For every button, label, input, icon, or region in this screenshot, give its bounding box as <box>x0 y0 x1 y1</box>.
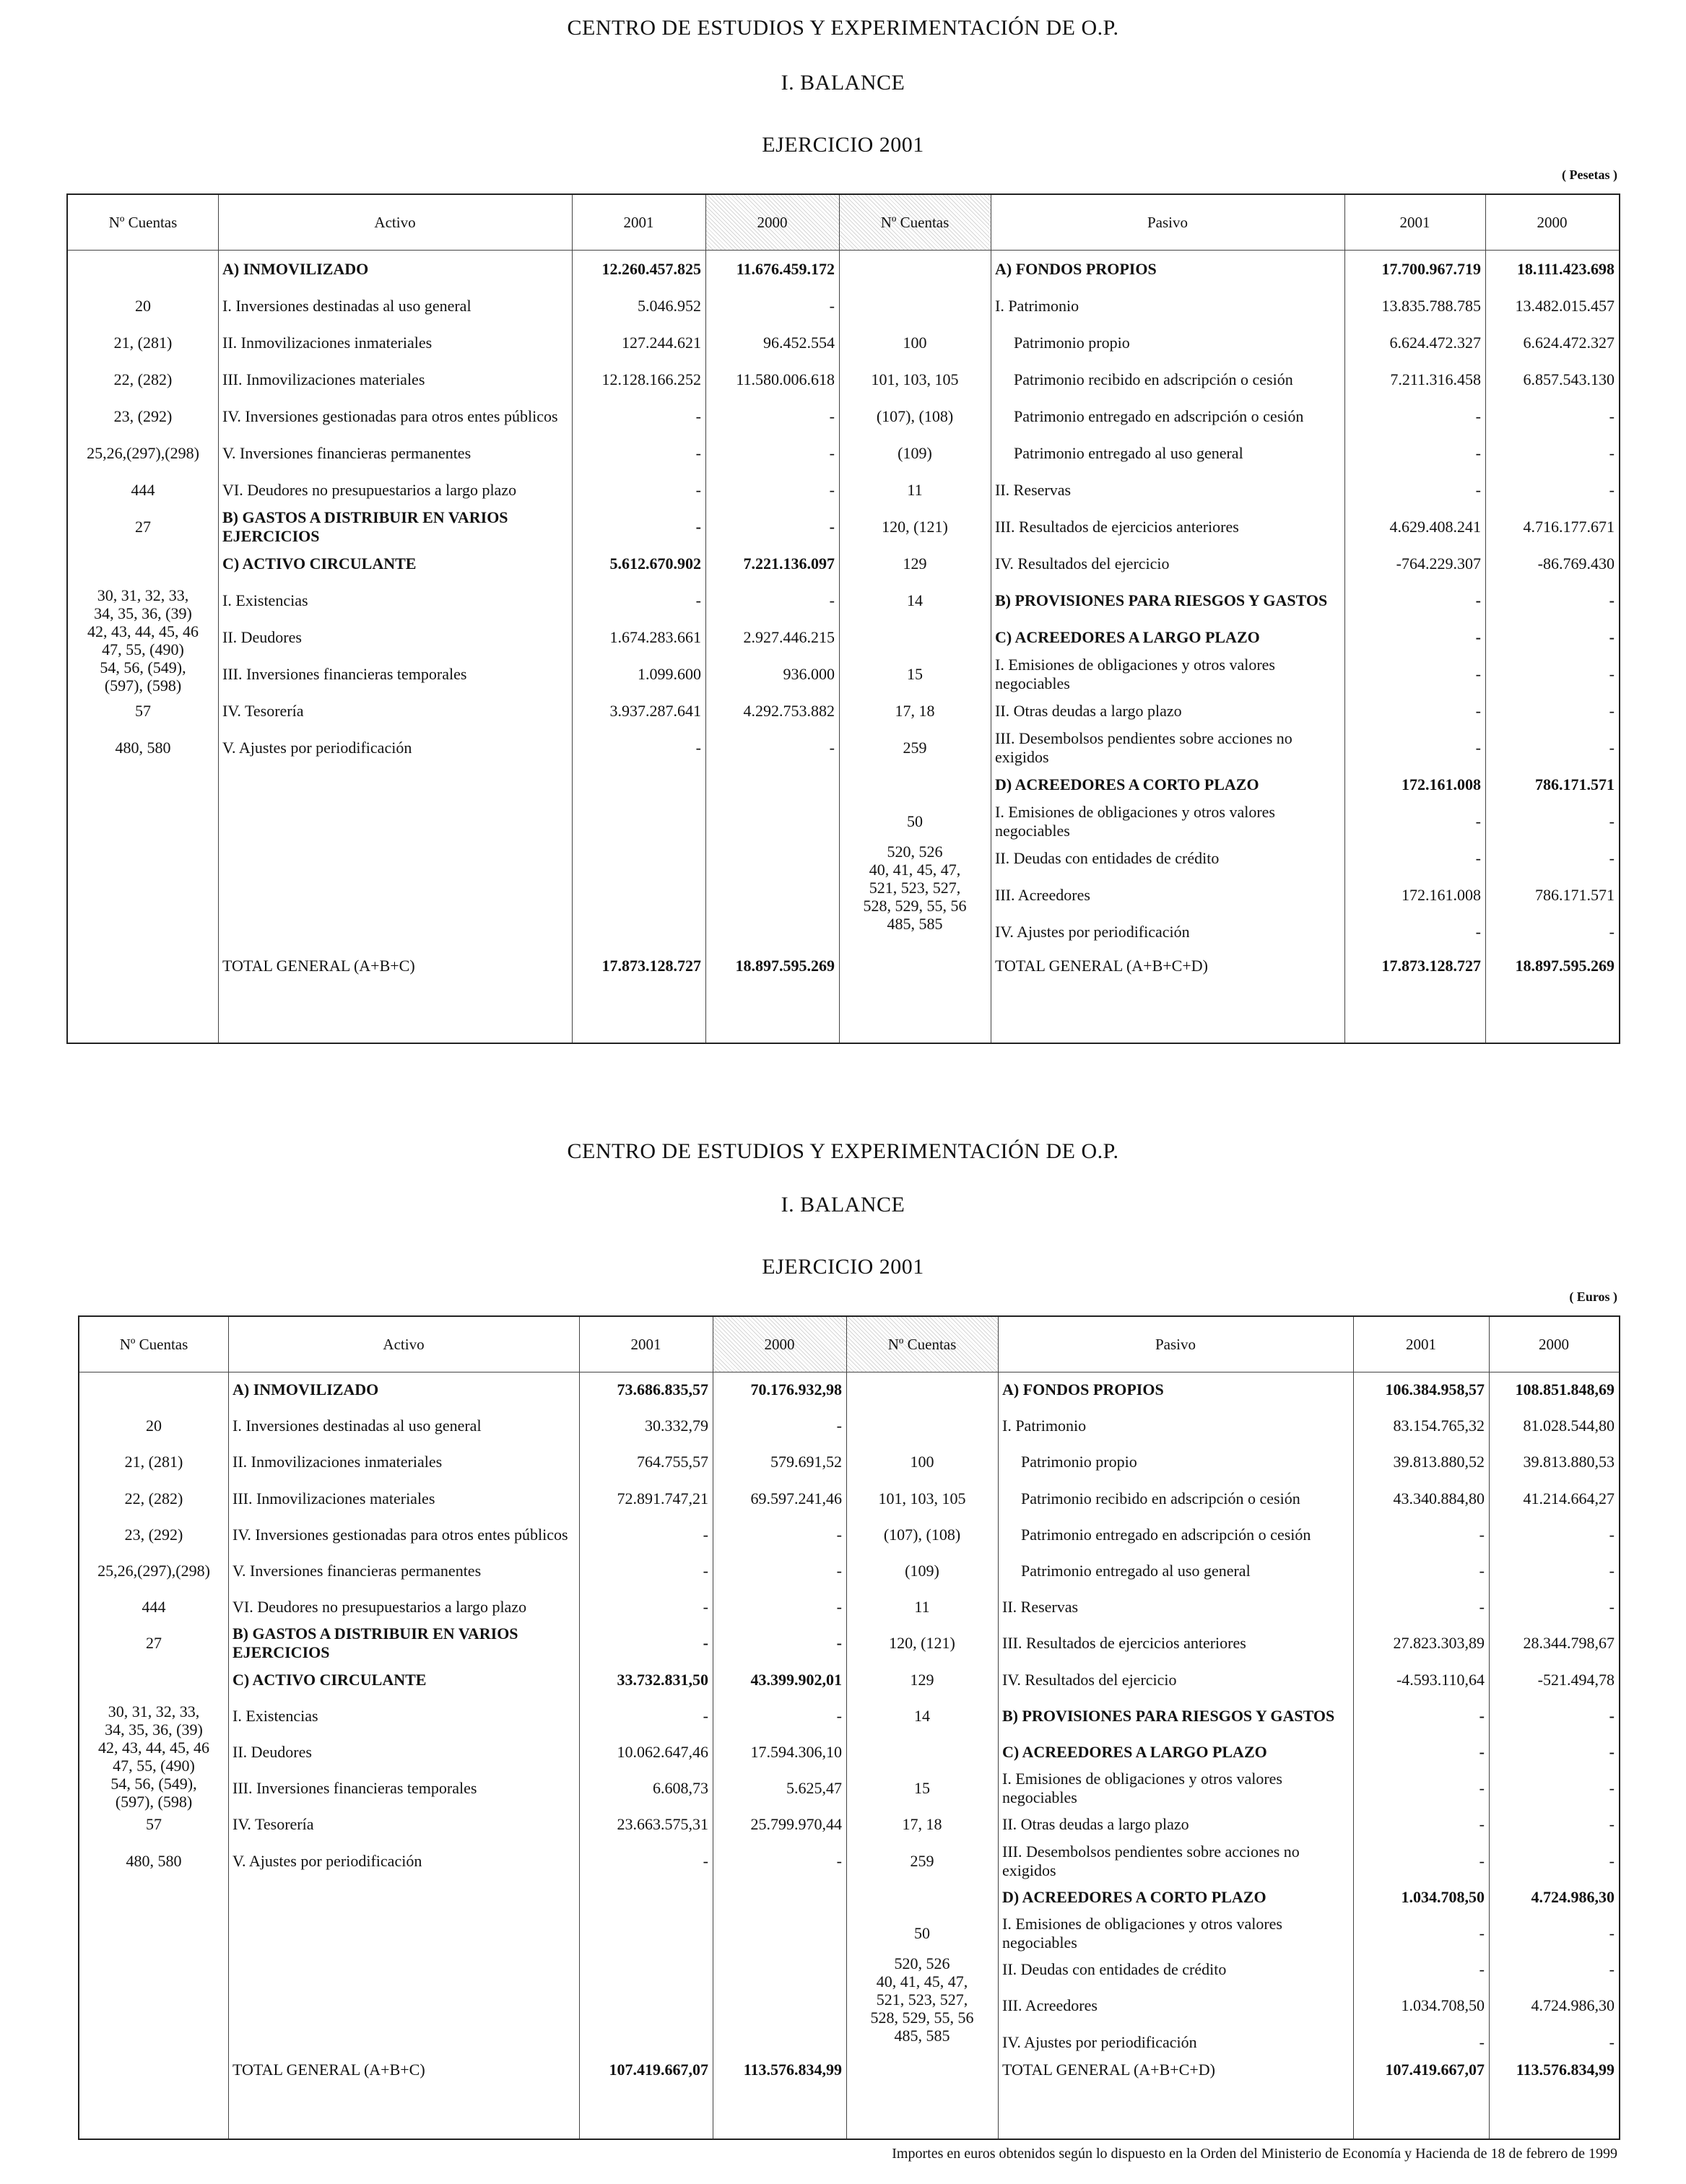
activo-value-2001: 764.755,57 <box>637 1453 708 1471</box>
activo-account-number: 480, 580 <box>115 738 171 757</box>
activo-value-2001: - <box>703 1598 708 1617</box>
pasivo-row-label: Patrimonio entregado al uso general <box>1014 443 1243 462</box>
pasivo-account-number: 15 <box>914 1779 930 1798</box>
document-title: CENTRO DE ESTUDIOS Y EXPERIMENTACIÓN DE O.P. <box>567 16 1119 40</box>
pasivo-row-label: III. Desembolsos pendientes sobre acciones no exigidos <box>995 728 1292 766</box>
activo-value-2001: - <box>703 1634 708 1653</box>
pasivo-value-2001: - <box>1475 848 1481 867</box>
column-header-pasivo: Pasivo <box>1155 1335 1196 1353</box>
pasivo-row-label: III. Acreedores <box>995 885 1090 904</box>
pasivo-value-2001: 39.813.880,52 <box>1393 1453 1485 1471</box>
pasivo-value-2001: - <box>1479 1525 1485 1544</box>
activo-value-2000: - <box>829 406 835 425</box>
pasivo-account-number: 15 <box>907 664 923 683</box>
pasivo-row-label: I. Emisiones de obligaciones y otros valores negociables <box>1002 1915 1282 1952</box>
column-header-cuentas_p: Nº Cuentas <box>839 195 991 250</box>
activo-account-number: 23, (292) <box>124 1525 183 1544</box>
pasivo-value-2001: -4.593.110,64 <box>1396 1670 1485 1689</box>
column-header-p2001: 2001 <box>1406 1335 1436 1353</box>
pasivo-value-2001: - <box>1479 1924 1485 1943</box>
activo-value-2001: - <box>703 1706 708 1725</box>
pasivo-value-2001: - <box>1475 591 1481 609</box>
activo-value-2000: - <box>836 1525 842 1544</box>
activo-total-label: TOTAL GENERAL (A+B+C) <box>222 956 415 975</box>
pasivo-row-label: II. Otras deudas a largo plazo <box>1002 1815 1189 1834</box>
pasivo-account-number: 14 <box>914 1706 930 1725</box>
activo-value-2001: - <box>695 443 701 462</box>
pasivo-value-2001: 43.340.884,80 <box>1393 1489 1485 1508</box>
column-header-y2001: 2001 <box>630 1335 661 1353</box>
activo-row-label: II. Deudores <box>233 1743 312 1762</box>
activo-value-2001: 72.891.747,21 <box>617 1489 708 1508</box>
pasivo-row-label: Patrimonio entregado en adscripción o cesión <box>1014 406 1304 425</box>
activo-value-2001: 1.099.600 <box>638 664 701 683</box>
activo-value-2000: 5.625,47 <box>786 1779 842 1798</box>
activo-row-label: V. Inversiones financieras permanentes <box>222 443 472 462</box>
currency-unit: ( Pesetas ) <box>1562 168 1617 182</box>
pasivo-value-2001: - <box>1479 1779 1485 1798</box>
activo-value-2000: 17.594.306,10 <box>750 1743 842 1762</box>
pasivo-row-label: A) FONDOS PROPIOS <box>995 259 1157 278</box>
pasivo-value-2001: 1.034.708,50 <box>1401 1887 1485 1906</box>
pasivo-value-2000: - <box>1609 2032 1615 2051</box>
pasivo-value-2000: 786.171.571 <box>1535 885 1615 904</box>
pasivo-value-2000: 4.724.986,30 <box>1531 1996 1615 2015</box>
pasivo-account-number: 17, 18 <box>895 701 935 720</box>
activo-row-label: I. Existencias <box>222 591 308 609</box>
activo-value-2001: - <box>703 1562 708 1580</box>
activo-row-label: I. Inversiones destinadas al uso general <box>233 1417 482 1435</box>
pasivo-account-number: 50 <box>914 1924 930 1943</box>
activo-value-2000: 43.399.902,01 <box>750 1670 842 1689</box>
pasivo-total-label: TOTAL GENERAL (A+B+C+D) <box>1002 2061 1215 2079</box>
activo-value-2000: 936.000 <box>783 664 835 683</box>
pasivo-value-2000: 41.214.664,27 <box>1523 1489 1615 1508</box>
activo-value-2001: 1.674.283.661 <box>609 627 701 646</box>
activo-row-label: III. Inversiones financieras temporales <box>222 664 467 683</box>
pasivo-account-number: 50 <box>907 812 923 830</box>
pasivo-value-2000: - <box>1609 443 1615 462</box>
pasivo-account-block: 520, 526 40, 41, 45, 47, 521, 523, 527, 528, 529, 55, 56 485, 585 <box>870 1954 974 2045</box>
pasivo-value-2001: 17.700.967.719 <box>1381 259 1481 278</box>
activo-value-2000: - <box>829 296 835 315</box>
currency-unit: ( Euros ) <box>1569 1289 1617 1304</box>
pasivo-value-2001: - <box>1479 1598 1485 1617</box>
pasivo-account-number: 129 <box>903 554 927 573</box>
activo-value-2000: 70.176.932,98 <box>750 1380 842 1399</box>
pasivo-row-label: II. Deudas con entidades de crédito <box>1002 1960 1227 1979</box>
activo-account-block: 30, 31, 32, 33, 34, 35, 36, (39) 42, 43, 44, 45, 46 47, 55, (490) 54, 56, (549), (597), (598) <box>98 1702 209 1811</box>
pasivo-total-2000: 113.576.834,99 <box>1516 2061 1615 2079</box>
pasivo-value-2000: 18.111.423.698 <box>1516 259 1615 278</box>
pasivo-value-2000: - <box>1609 1815 1615 1834</box>
pasivo-value-2000: - <box>1609 1598 1615 1617</box>
activo-row-label: III. Inversiones financieras temporales <box>233 1779 477 1798</box>
pasivo-row-label: IV. Ajustes por periodificación <box>1002 2032 1197 2051</box>
pasivo-account-number: 129 <box>910 1670 934 1689</box>
column-header-p2001: 2001 <box>1399 213 1430 231</box>
activo-account-number: 444 <box>142 1598 166 1617</box>
activo-value-2000: 2.927.446.215 <box>743 627 835 646</box>
pasivo-value-2001: - <box>1479 2032 1485 2051</box>
pasivo-account-number: (109) <box>905 1562 939 1580</box>
activo-account-number: 25,26,(297),(298) <box>87 443 199 462</box>
pasivo-value-2001: 13.835.788.785 <box>1381 296 1481 315</box>
pasivo-value-2001: 172.161.008 <box>1402 775 1481 793</box>
pasivo-total-2001: 17.873.128.727 <box>1381 956 1481 975</box>
pasivo-row-label: A) FONDOS PROPIOS <box>1002 1380 1164 1399</box>
fiscal-year-title: EJERCICIO 2001 <box>762 133 924 157</box>
activo-value-2000: - <box>836 1598 842 1617</box>
pasivo-value-2001: - <box>1475 406 1481 425</box>
activo-row-label: A) INMOVILIZADO <box>222 259 369 278</box>
fiscal-year-title: EJERCICIO 2001 <box>762 1255 924 1279</box>
pasivo-account-number: 120, (121) <box>882 517 948 536</box>
activo-account-number: 22, (282) <box>124 1489 183 1508</box>
pasivo-value-2001: 4.629.408.241 <box>1389 517 1481 536</box>
activo-value-2000: 7.221.136.097 <box>743 554 835 573</box>
pasivo-value-2000: 786.171.571 <box>1535 775 1615 793</box>
activo-row-label: II. Inmovilizaciones inmateriales <box>222 333 433 352</box>
pasivo-value-2000: - <box>1609 627 1615 646</box>
activo-value-2001: 12.260.457.825 <box>601 259 701 278</box>
activo-total-2001: 17.873.128.727 <box>601 956 701 975</box>
pasivo-value-2000: - <box>1609 1706 1615 1725</box>
pasivo-row-label: Patrimonio propio <box>1021 1453 1137 1471</box>
activo-value-2000: 69.597.241,46 <box>750 1489 842 1508</box>
pasivo-value-2000: 4.716.177.671 <box>1523 517 1615 536</box>
activo-row-label: IV. Tesorería <box>233 1815 314 1834</box>
pasivo-row-label: Patrimonio recibido en adscripción o cesión <box>1014 370 1293 388</box>
activo-row-label: II. Deudores <box>222 627 302 646</box>
column-header-pasivo: Pasivo <box>1147 213 1188 231</box>
pasivo-value-2001: 83.154.765,32 <box>1393 1417 1485 1435</box>
pasivo-row-label: Patrimonio recibido en adscripción o cesión <box>1021 1489 1300 1508</box>
activo-value-2000: 579.691,52 <box>770 1453 842 1471</box>
activo-value-2000: 11.580.006.618 <box>736 370 835 388</box>
pasivo-value-2000: - <box>1609 1525 1615 1544</box>
pasivo-account-number: 101, 103, 105 <box>871 370 959 388</box>
pasivo-account-number: (109) <box>898 443 932 462</box>
footnote: Importes en euros obtenidos según lo dispuesto en la Orden del Ministerio de Economía y Hacienda de 18 de febrero de 1999 <box>892 2146 1617 2162</box>
activo-row-label: V. Ajustes por periodificación <box>233 1851 422 1870</box>
activo-value-2001: 73.686.835,57 <box>617 1380 708 1399</box>
pasivo-value-2001: - <box>1475 922 1481 941</box>
pasivo-account-number: 120, (121) <box>889 1634 955 1653</box>
activo-value-2001: - <box>695 738 701 757</box>
pasivo-row-label: II. Reservas <box>995 480 1072 499</box>
activo-value-2000: - <box>829 517 835 536</box>
pasivo-row-label: D) ACREEDORES A CORTO PLAZO <box>1002 1887 1266 1906</box>
activo-row-label: IV. Tesorería <box>222 701 304 720</box>
pasivo-value-2001: - <box>1475 627 1481 646</box>
column-header-cuentas: Nº Cuentas <box>119 1335 188 1353</box>
pasivo-value-2000: 6.857.543.130 <box>1523 370 1615 388</box>
activo-account-block: 30, 31, 32, 33, 34, 35, 36, (39) 42, 43, 44, 45, 46 47, 55, (490) 54, 56, (549), (597), (598) <box>87 586 199 695</box>
pasivo-value-2000: - <box>1609 812 1615 830</box>
activo-total-2001: 107.419.667,07 <box>609 2061 708 2079</box>
pasivo-value-2000: - <box>1609 406 1615 425</box>
pasivo-value-2000: - <box>1609 1851 1615 1870</box>
activo-value-2000: - <box>836 1851 842 1870</box>
pasivo-row-label: I. Patrimonio <box>995 296 1079 315</box>
pasivo-value-2001: - <box>1479 1706 1485 1725</box>
activo-row-label: I. Inversiones destinadas al uso general <box>222 296 472 315</box>
pasivo-account-number: 100 <box>903 333 927 352</box>
pasivo-row-label: B) PROVISIONES PARA RIESGOS Y GASTOS <box>995 591 1328 609</box>
column-header-activo: Activo <box>383 1335 425 1353</box>
pasivo-value-2001: - <box>1475 701 1481 720</box>
activo-row-label: B) GASTOS A DISTRIBUIR EN VARIOS EJERCICIOS <box>222 508 508 545</box>
pasivo-row-label: IV. Ajustes por periodificación <box>995 922 1190 941</box>
pasivo-value-2001: - <box>1479 1851 1485 1870</box>
pasivo-total-2000: 18.897.595.269 <box>1515 956 1615 975</box>
pasivo-row-label: C) ACREEDORES A LARGO PLAZO <box>995 627 1260 646</box>
pasivo-value-2000: - <box>1609 922 1615 941</box>
pasivo-account-number: 11 <box>914 1598 930 1617</box>
pasivo-value-2000: - <box>1609 664 1615 683</box>
pasivo-account-number: 100 <box>910 1453 934 1471</box>
activo-row-label: VI. Deudores no presupuestarios a largo plazo <box>222 480 517 499</box>
pasivo-value-2000: - <box>1609 1960 1615 1979</box>
pasivo-value-2001: - <box>1475 812 1481 830</box>
pasivo-row-label: I. Emisiones de obligaciones y otros valores negociables <box>995 655 1275 692</box>
activo-value-2001: - <box>703 1851 708 1870</box>
document-title: CENTRO DE ESTUDIOS Y EXPERIMENTACIÓN DE O.P. <box>567 1139 1119 1163</box>
pasivo-account-number: 11 <box>907 480 923 499</box>
column-divider <box>998 1317 999 2139</box>
activo-value-2000: - <box>829 591 835 609</box>
pasivo-value-2000: 6.624.472.327 <box>1523 333 1615 352</box>
activo-row-label: A) INMOVILIZADO <box>233 1380 379 1399</box>
pasivo-row-label: IV. Resultados del ejercicio <box>1002 1670 1177 1689</box>
pasivo-row-label: III. Desembolsos pendientes sobre acciones no exigidos <box>1002 1842 1300 1879</box>
pasivo-account-number: 17, 18 <box>902 1815 942 1834</box>
pasivo-row-label: III. Resultados de ejercicios anteriores <box>995 517 1239 536</box>
activo-value-2001: 6.608,73 <box>653 1779 708 1798</box>
pasivo-value-2001: 172.161.008 <box>1402 885 1481 904</box>
pasivo-value-2001: 6.624.472.327 <box>1389 333 1481 352</box>
activo-account-number: 480, 580 <box>126 1851 182 1870</box>
pasivo-value-2001: - <box>1475 443 1481 462</box>
activo-account-number: 20 <box>135 296 151 315</box>
pasivo-value-2001: - <box>1479 1815 1485 1834</box>
activo-row-label: C) ACTIVO CIRCULANTE <box>222 554 417 573</box>
activo-account-number: 444 <box>131 480 155 499</box>
activo-value-2000: 11.676.459.172 <box>736 259 835 278</box>
activo-total-2000: 18.897.595.269 <box>735 956 835 975</box>
pasivo-row-label: II. Reservas <box>1002 1598 1079 1617</box>
pasivo-value-2001: - <box>1479 1562 1485 1580</box>
pasivo-value-2000: - <box>1609 1924 1615 1943</box>
activo-value-2000: - <box>836 1706 842 1725</box>
activo-row-label: II. Inmovilizaciones inmateriales <box>233 1453 443 1471</box>
column-header-y2001: 2001 <box>623 213 654 231</box>
pasivo-value-2000: - <box>1609 738 1615 757</box>
balance-table <box>66 193 1620 1044</box>
pasivo-account-number: 259 <box>903 738 927 757</box>
pasivo-value-2000: - <box>1609 1743 1615 1762</box>
pasivo-account-number: (107), (108) <box>883 1525 961 1544</box>
column-divider <box>228 1317 229 2139</box>
column-header-cuentas: Nº Cuentas <box>108 213 178 231</box>
activo-total-2000: 113.576.834,99 <box>743 2061 842 2079</box>
pasivo-value-2000: 108.851.848,69 <box>1515 1380 1615 1399</box>
activo-row-label: VI. Deudores no presupuestarios a largo plazo <box>233 1598 527 1617</box>
activo-value-2001: - <box>695 406 701 425</box>
pasivo-row-label: IV. Resultados del ejercicio <box>995 554 1170 573</box>
activo-value-2001: - <box>695 517 701 536</box>
section-title: I. BALANCE <box>781 1193 905 1217</box>
pasivo-row-label: III. Acreedores <box>1002 1996 1098 2015</box>
activo-value-2000: - <box>829 480 835 499</box>
activo-account-number: 27 <box>146 1634 162 1653</box>
section-title: I. BALANCE <box>781 71 905 95</box>
pasivo-value-2001: - <box>1475 738 1481 757</box>
activo-value-2000: - <box>836 1417 842 1435</box>
pasivo-value-2000: 39.813.880,53 <box>1523 1453 1615 1471</box>
pasivo-value-2000: - <box>1609 1779 1615 1798</box>
activo-value-2001: 30.332,79 <box>645 1417 708 1435</box>
pasivo-value-2001: -764.229.307 <box>1396 554 1481 573</box>
activo-row-label: V. Ajustes por periodificación <box>222 738 412 757</box>
column-header-y2000: 2000 <box>713 1317 846 1372</box>
pasivo-value-2001: 27.823.303,89 <box>1393 1634 1485 1653</box>
activo-row-label: C) ACTIVO CIRCULANTE <box>233 1670 427 1689</box>
activo-account-number: 57 <box>135 701 151 720</box>
pasivo-value-2001: 106.384.958,57 <box>1385 1380 1485 1399</box>
pasivo-value-2001: - <box>1479 1960 1485 1979</box>
pasivo-value-2000: -86.769.430 <box>1537 554 1615 573</box>
column-header-activo: Activo <box>374 213 416 231</box>
pasivo-row-label: C) ACREEDORES A LARGO PLAZO <box>1002 1743 1267 1762</box>
activo-row-label: III. Inmovilizaciones materiales <box>233 1489 435 1508</box>
activo-value-2001: - <box>695 480 701 499</box>
pasivo-value-2000: - <box>1609 848 1615 867</box>
pasivo-value-2001: 7.211.316.458 <box>1390 370 1481 388</box>
activo-value-2001: - <box>695 591 701 609</box>
pasivo-row-label: I. Emisiones de obligaciones y otros valores negociables <box>1002 1770 1282 1807</box>
activo-account-number: 21, (281) <box>124 1453 183 1471</box>
pasivo-row-label: B) PROVISIONES PARA RIESGOS Y GASTOS <box>1002 1706 1335 1725</box>
pasivo-account-number: 14 <box>907 591 923 609</box>
activo-account-number: 20 <box>146 1417 162 1435</box>
pasivo-value-2000: 13.482.015.457 <box>1515 296 1615 315</box>
pasivo-row-label: Patrimonio entregado al uso general <box>1021 1562 1251 1580</box>
activo-account-number: 22, (282) <box>113 370 173 388</box>
pasivo-value-2000: - <box>1609 480 1615 499</box>
pasivo-row-label: II. Otras deudas a largo plazo <box>995 701 1182 720</box>
activo-value-2001: 127.244.621 <box>622 333 701 352</box>
pasivo-row-label: I. Emisiones de obligaciones y otros valores negociables <box>995 802 1275 840</box>
pasivo-value-2000: - <box>1609 701 1615 720</box>
activo-account-number: 57 <box>146 1815 162 1834</box>
pasivo-row-label: III. Resultados de ejercicios anteriores <box>1002 1634 1246 1653</box>
activo-account-number: 27 <box>135 517 151 536</box>
pasivo-account-block: 520, 526 40, 41, 45, 47, 521, 523, 527, 528, 529, 55, 56 485, 585 <box>863 843 967 933</box>
activo-row-label: V. Inversiones financieras permanentes <box>233 1562 482 1580</box>
activo-value-2001: 33.732.831,50 <box>617 1670 708 1689</box>
activo-account-number: 25,26,(297),(298) <box>97 1562 210 1580</box>
activo-row-label: I. Existencias <box>233 1706 318 1725</box>
column-header-cuentas_p: Nº Cuentas <box>846 1317 998 1372</box>
pasivo-total-label: TOTAL GENERAL (A+B+C+D) <box>995 956 1208 975</box>
activo-row-label: IV. Inversiones gestionadas para otros entes públicos <box>222 406 558 425</box>
activo-value-2001: 3.937.287.641 <box>609 701 701 720</box>
activo-value-2001: 10.062.647,46 <box>617 1743 708 1762</box>
column-header-p2000: 2000 <box>1537 213 1568 231</box>
activo-row-label: B) GASTOS A DISTRIBUIR EN VARIOS EJERCICIOS <box>233 1624 518 1662</box>
pasivo-value-2000: 81.028.544,80 <box>1523 1417 1615 1435</box>
pasivo-value-2001: 1.034.708,50 <box>1401 1996 1485 2015</box>
pasivo-row-label: Patrimonio propio <box>1014 333 1130 352</box>
pasivo-total-2001: 107.419.667,07 <box>1385 2061 1485 2079</box>
activo-value-2000: - <box>829 738 835 757</box>
pasivo-value-2000: - <box>1609 591 1615 609</box>
activo-value-2001: 12.128.166.252 <box>601 370 701 388</box>
pasivo-value-2001: - <box>1475 480 1481 499</box>
pasivo-account-number: 101, 103, 105 <box>878 1489 966 1508</box>
column-header-p2000: 2000 <box>1539 1335 1569 1353</box>
activo-value-2000: 96.452.554 <box>763 333 835 352</box>
activo-account-number: 23, (292) <box>113 406 173 425</box>
activo-account-number: 21, (281) <box>113 333 173 352</box>
activo-value-2001: 5.046.952 <box>638 296 701 315</box>
pasivo-account-number: (107), (108) <box>876 406 954 425</box>
column-divider <box>218 195 219 1043</box>
balance-table <box>78 1315 1620 2140</box>
pasivo-value-2001: - <box>1475 664 1481 683</box>
pasivo-row-label: D) ACREEDORES A CORTO PLAZO <box>995 775 1259 793</box>
activo-value-2001: 5.612.670.902 <box>609 554 701 573</box>
pasivo-value-2000: 28.344.798,67 <box>1523 1634 1615 1653</box>
pasivo-value-2001: - <box>1479 1743 1485 1762</box>
activo-total-label: TOTAL GENERAL (A+B+C) <box>233 2061 425 2079</box>
pasivo-value-2000: -521.494,78 <box>1537 1670 1615 1689</box>
activo-row-label: IV. Inversiones gestionadas para otros entes públicos <box>233 1525 568 1544</box>
activo-value-2000: 4.292.753.882 <box>743 701 835 720</box>
activo-value-2000: - <box>829 443 835 462</box>
activo-value-2001: 23.663.575,31 <box>617 1815 708 1834</box>
activo-value-2000: - <box>836 1634 842 1653</box>
activo-row-label: III. Inmovilizaciones materiales <box>222 370 425 388</box>
pasivo-row-label: I. Patrimonio <box>1002 1417 1087 1435</box>
activo-value-2000: - <box>836 1562 842 1580</box>
pasivo-value-2000: 4.724.986,30 <box>1531 1887 1615 1906</box>
activo-value-2001: - <box>703 1525 708 1544</box>
column-header-y2000: 2000 <box>705 195 839 250</box>
pasivo-account-number: 259 <box>910 1851 934 1870</box>
pasivo-value-2000: - <box>1609 1562 1615 1580</box>
pasivo-row-label: Patrimonio entregado en adscripción o cesión <box>1021 1525 1311 1544</box>
activo-value-2000: 25.799.970,44 <box>750 1815 842 1834</box>
pasivo-row-label: II. Deudas con entidades de crédito <box>995 848 1220 867</box>
